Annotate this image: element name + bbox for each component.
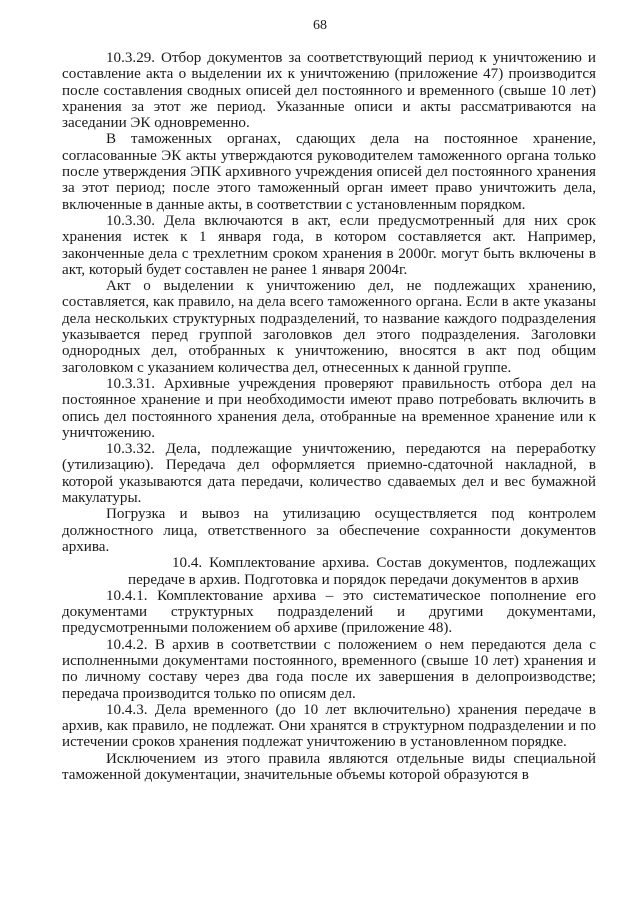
paragraph-10-4-2: 10.4.2. В архив в соответствии с положением о нем передаются дела с исполненными документами постоянного, временного (свыше 10 лет) хранения и по личному составу через два года после их завершения в делопроизводстве; передача производится только по описям дел. xyxy=(62,636,596,702)
paragraph-10-3-30: 10.3.30. Дела включаются в акт, если предусмотренный для них срок хранения истек к 1 января года, в котором составляется акт. Например, законченные дела с трехлетним сроком хранения в 2000г. могут быть включены в акт, который будет составлен не ранее 1 января 2004г. xyxy=(62,212,596,278)
page-number: 68 xyxy=(313,18,327,33)
paragraph-exception: Исключением из этого правила являются отдельные виды специальной таможенной документации, значительные объемы которой образуются в xyxy=(62,750,596,784)
section-heading-10-4: 10.4. Комплектование архива. Состав документов, подлежащих передаче в архив. Подготовка и порядок передачи документов в архив xyxy=(128,555,596,588)
paragraph-loading-removal: Погрузка и вывоз на утилизацию осуществляется под контролем должностного лица, ответственного за обеспечение сохранности документов архива. xyxy=(62,506,596,555)
paragraph-10-4-1: 10.4.1. Комплектование архива – это систематическое пополнение его документами структурных подразделений и другими документами, предусмотренными положением об архиве (приложение 48). xyxy=(62,587,596,637)
paragraph-10-3-29: 10.3.29. Отбор документов за соответствующий период к уничтожению и составление акта о выделении их к уничтожению (приложение 47) производится после составления сводных описей дел постоянного и временного (свыше 10 лет) хранения за этот же период. Указанные описи и акты рассматриваются на заседании ЭК одновременно. xyxy=(62,50,596,132)
paragraph-10-3-32: 10.3.32. Дела, подлежащие уничтожению, передаются на переработку (утилизацию). Передача дел оформляется приемно-сдаточной накладной, в которой указываются дата передачи, количество сдаваемых дел и вес бумажной макулатуры. xyxy=(62,441,596,507)
paragraph-10-4-3: 10.4.3. Дела временного (до 10 лет включительно) хранения передаче в архив, как правило, не подлежат. Они хранятся в структурном подразделении и по истечении сроков хранения подлежат уничтожению в установленном порядке. xyxy=(62,701,596,751)
document-body xyxy=(62,50,596,783)
paragraph-10-3-31: 10.3.31. Архивные учреждения проверяют правильность отбора дел на постоянное хранение и при необходимости имеют право потребовать включить в опись дел постоянного хранения дела, отобранные на временное хранение или к уничтожению. xyxy=(62,375,596,441)
paragraph-customs-bodies: В таможенных органах, сдающих дела на постоянное хранение, согласованные ЭК акты утверждаются руководителем таможенного органа только после утверждения ЭПК архивного учреждения описей дел постоянного хранения за этот период; после этого таможенный орган имеет право уничтожить дела, включенные в данные акты, в соответствии с установленным порядком. xyxy=(62,131,596,213)
paragraph-act-of-selection: Акт о выделении к уничтожению дел, не подлежащих хранению, составляется, как правило, на дела всего таможенного органа. Если в акте указаны дела нескольких структурных подразделений, то название каждого подразделения указывается перед группой заголовков дел этого подразделения. Заголовки однородных дел, отобранных к уничтожению, вносятся в акт под общим заголовком с указанием количества дел, отнесенных к данной группе. xyxy=(62,278,596,376)
